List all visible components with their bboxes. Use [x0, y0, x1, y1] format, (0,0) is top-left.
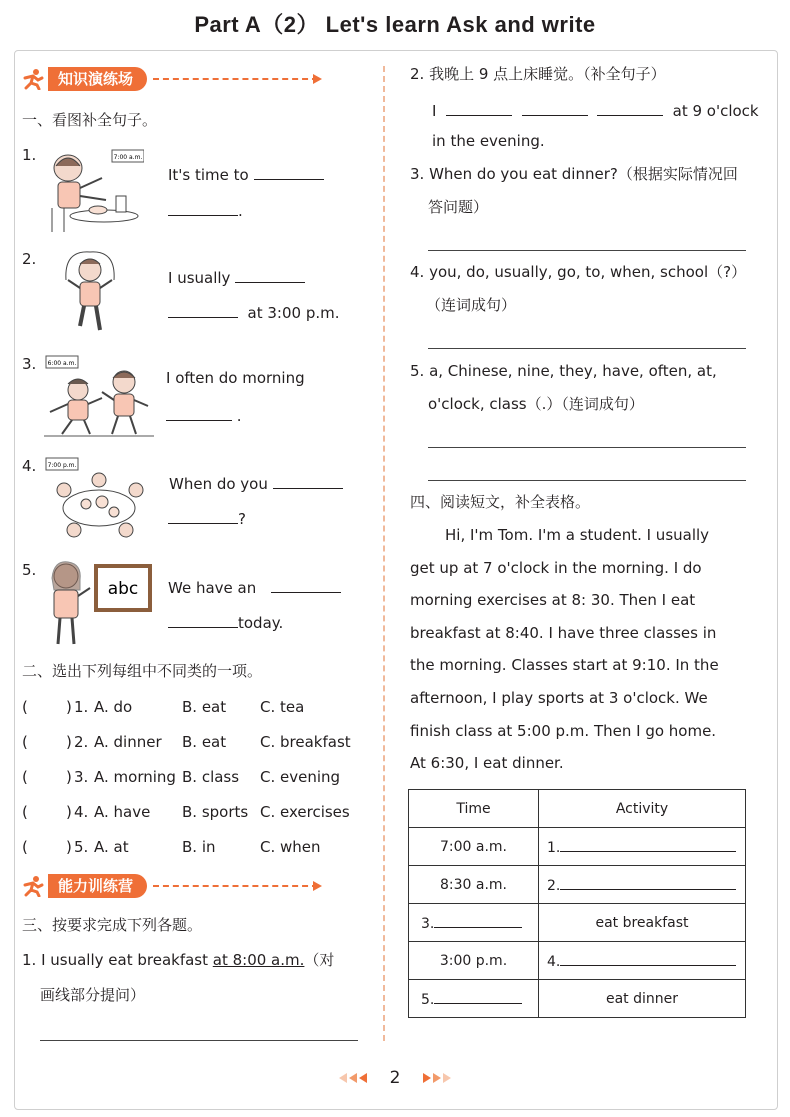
banner-label: 知识演练场 — [48, 67, 147, 91]
option-b: B. class — [182, 768, 240, 786]
r-q2-line2 — [432, 101, 759, 119]
time-blank[interactable] — [434, 913, 522, 928]
q1-end: . — [238, 202, 243, 220]
passage-line: finish class at 5:00 p.m. Then I go home. — [410, 721, 717, 740]
q1-line2 — [168, 201, 243, 219]
r-q3-line2: 答问题） — [428, 198, 489, 216]
q5-board-text: abc — [107, 579, 139, 599]
r-q2-blank-2[interactable] — [522, 101, 588, 116]
time-cell: 8:30 a.m. — [409, 866, 539, 904]
r-q2-tail: at 9 o'clock — [672, 102, 759, 120]
banner-dashed-arrow — [153, 78, 318, 80]
answer-paren-close[interactable]: ) — [66, 698, 72, 716]
s3-q1-underlined: at 8:00 a.m. — [212, 951, 305, 969]
page-title: Part A（2） Let's learn Ask and write — [194, 12, 596, 37]
q5-blank-1[interactable] — [271, 578, 341, 593]
page-number: 2 — [389, 1068, 401, 1088]
prev-arrow-icon — [359, 1073, 367, 1083]
banner-dashed-arrow-2 — [153, 885, 318, 887]
option-a: A. at — [94, 838, 129, 856]
section-2-heading: 二、选出下列每组中不同类的一项。 — [22, 662, 263, 680]
q1-blank-2[interactable] — [168, 201, 238, 216]
banner-label-2: 能力训练营 — [48, 874, 147, 898]
q1-blank-1[interactable] — [254, 165, 324, 180]
s3-q1-note: （对 — [304, 951, 335, 969]
activity-blank[interactable] — [560, 837, 736, 852]
answer-paren-close[interactable]: ) — [66, 733, 72, 751]
choice-number: 2. — [74, 733, 89, 751]
r-q2-line1: 2. 我晚上 9 点上床睡觉。（补全句子） — [410, 65, 666, 83]
time-cell[interactable] — [409, 980, 539, 1018]
q3-end: . — [236, 407, 242, 425]
q3-number: 3. — [22, 355, 37, 373]
passage-line: afternoon, I play sports at 3 o'clock. We — [410, 689, 708, 707]
option-c: C. exercises — [260, 803, 350, 821]
passage-line: get up at 7 o'clock in the morning. I do — [410, 558, 702, 577]
passage-line: the morning. Classes start at 9:10. In the — [410, 656, 719, 675]
passage-line: Hi, I'm Tom. I'm a student. I usually — [445, 526, 710, 544]
girl-brushing-hair-picture — [44, 148, 144, 238]
q1-number: 1. — [22, 146, 37, 164]
q4-number: 4. — [22, 457, 37, 475]
q4-line1 — [169, 474, 343, 492]
q2-text: I usually — [168, 269, 231, 287]
q1-line1 — [168, 165, 324, 183]
q5-blank-2[interactable] — [168, 613, 238, 628]
q2-end: at 3:00 p.m. — [247, 304, 340, 322]
girl-skipping-rope-picture — [60, 250, 120, 340]
s3-q1-answer-line[interactable] — [40, 1040, 358, 1041]
option-a: A. dinner — [94, 733, 162, 751]
q4-end: ? — [238, 510, 246, 528]
q2-line1 — [168, 268, 305, 286]
option-a: A. do — [94, 698, 133, 716]
r-q2-line3: in the evening. — [432, 132, 545, 150]
runner-logo-icon — [22, 68, 44, 90]
choice-number: 4. — [74, 803, 89, 821]
s3-q1-line1 — [22, 953, 334, 968]
column-divider — [383, 66, 385, 1041]
option-c: C. evening — [260, 768, 341, 786]
table-row — [409, 904, 746, 942]
answer-paren-open[interactable]: ( — [22, 768, 28, 786]
activity-blank[interactable] — [560, 875, 736, 890]
answer-paren-close[interactable]: ) — [66, 838, 72, 856]
q5-number: 5. — [22, 561, 37, 579]
prev-arrow-icon — [339, 1073, 347, 1083]
r-q4-line2: （连词成句） — [426, 296, 517, 314]
table-row — [409, 866, 746, 904]
header-time: Time — [409, 790, 539, 828]
time-number: 3. — [421, 916, 435, 932]
time-cell: 3:00 p.m. — [409, 942, 539, 980]
table-row — [409, 980, 746, 1018]
r-q3-answer-line[interactable] — [428, 250, 746, 251]
activity-number: 2. — [547, 878, 561, 894]
r-q5-line2: o'clock, class（.）（连词成句） — [428, 395, 644, 413]
time-blank[interactable] — [434, 989, 522, 1004]
children-exercising-picture — [44, 354, 154, 444]
q3-line2 — [166, 406, 242, 424]
s3-q1-line2: 画线部分提问） — [40, 986, 146, 1004]
r-q2-blank-1[interactable] — [446, 101, 512, 116]
page-footer — [0, 1068, 790, 1088]
q4-blank-1[interactable] — [273, 474, 343, 489]
option-c: C. when — [260, 838, 321, 856]
q1-text: It's time to — [168, 166, 249, 184]
time-cell[interactable] — [409, 904, 539, 942]
option-a: A. have — [94, 803, 151, 821]
section-banner-training — [22, 873, 318, 899]
next-arrow-icon — [433, 1073, 441, 1083]
table-row — [409, 828, 746, 866]
section-3-heading: 三、按要求完成下列各题。 — [22, 916, 203, 934]
section-4-heading: 四、阅读短文，补全表格。 — [410, 493, 591, 511]
answer-paren-close[interactable]: ) — [66, 768, 72, 786]
section-banner-practice — [22, 66, 318, 92]
activity-number: 4. — [547, 954, 561, 970]
option-c: C. breakfast — [260, 733, 351, 751]
passage-line: At 6:30, I eat dinner. — [410, 754, 564, 773]
q4-clock-label: 7:00 p.m. — [47, 462, 77, 469]
option-b: B. eat — [182, 698, 227, 716]
activity-number: 1. — [547, 840, 561, 856]
q5-line2 — [168, 613, 283, 631]
teacher-with-board-picture — [44, 560, 154, 650]
activity-cell: eat breakfast — [539, 904, 746, 942]
r-q4-line1: 4. you, do, usually, go, to, when, school（?） — [410, 263, 747, 281]
r-q5-line1: 5. a, Chinese, nine, they, have, often, at, — [410, 362, 717, 380]
next-arrow-icon — [423, 1073, 431, 1083]
q4-line2 — [168, 509, 246, 527]
next-arrow-icon — [443, 1073, 451, 1083]
r-q2-blank-3[interactable] — [597, 101, 663, 116]
runner-logo-icon-2 — [22, 875, 44, 897]
answer-paren-open[interactable]: ( — [22, 803, 28, 821]
activity-cell: eat dinner — [539, 980, 746, 1018]
answer-paren-close[interactable]: ) — [66, 803, 72, 821]
r-q2-subject: I — [432, 102, 437, 120]
r-q5-answer-line-2[interactable] — [428, 480, 746, 481]
q2-blank-2[interactable] — [168, 303, 238, 318]
answer-paren-open[interactable]: ( — [22, 733, 28, 751]
answer-paren-open[interactable]: ( — [22, 698, 28, 716]
r-q4-answer-line[interactable] — [428, 348, 746, 349]
header-activity: Activity — [539, 790, 746, 828]
table-header-row — [409, 790, 746, 828]
q5-end: today. — [238, 614, 284, 632]
option-b: B. sports — [182, 803, 249, 821]
q3-clock-label: 6:00 a.m. — [47, 360, 77, 367]
q3-blank[interactable] — [166, 406, 232, 421]
section-1-heading: 一、看图补全句子。 — [22, 111, 158, 129]
r-q5-answer-line-1[interactable] — [428, 447, 746, 448]
table-row — [409, 942, 746, 980]
q5-line1 — [168, 578, 341, 596]
prev-arrow-icon — [349, 1073, 357, 1083]
choice-number: 1. — [74, 698, 89, 716]
option-c: C. tea — [260, 698, 305, 716]
q2-number: 2. — [22, 250, 37, 268]
option-b: B. in — [182, 838, 216, 856]
passage-line: morning exercises at 8: 30. Then I eat — [410, 591, 696, 610]
s3-q1-number: 1. — [22, 951, 37, 969]
option-b: B. eat — [182, 733, 227, 751]
time-cell: 7:00 a.m. — [409, 828, 539, 866]
answer-paren-open[interactable]: ( — [22, 838, 28, 856]
time-number: 5. — [421, 992, 435, 1008]
r-q3-line1: 3. When do you eat dinner?（根据实际情况回 — [410, 165, 738, 183]
activity-cell[interactable] — [539, 828, 746, 866]
activity-cell[interactable] — [539, 942, 746, 980]
q4-blank-2[interactable] — [168, 509, 238, 524]
q4-text: When do you — [169, 475, 268, 493]
q5-text: We have an — [168, 579, 257, 597]
passage-line: breakfast at 8:40. I have three classes in — [410, 623, 717, 642]
activity-cell[interactable] — [539, 866, 746, 904]
q3-line1: I often do morning — [166, 369, 305, 387]
q1-clock-label: 7:00 a.m. — [113, 154, 143, 161]
option-a: A. morning — [94, 768, 176, 786]
activity-blank[interactable] — [560, 951, 736, 966]
q2-blank-1[interactable] — [235, 268, 305, 283]
s3-q1-text: I usually eat breakfast — [41, 951, 213, 969]
choice-number: 5. — [74, 838, 89, 856]
activity-table — [408, 789, 746, 1018]
q2-line2 — [168, 303, 340, 321]
choice-number: 3. — [74, 768, 89, 786]
family-dinner-picture — [44, 456, 154, 546]
